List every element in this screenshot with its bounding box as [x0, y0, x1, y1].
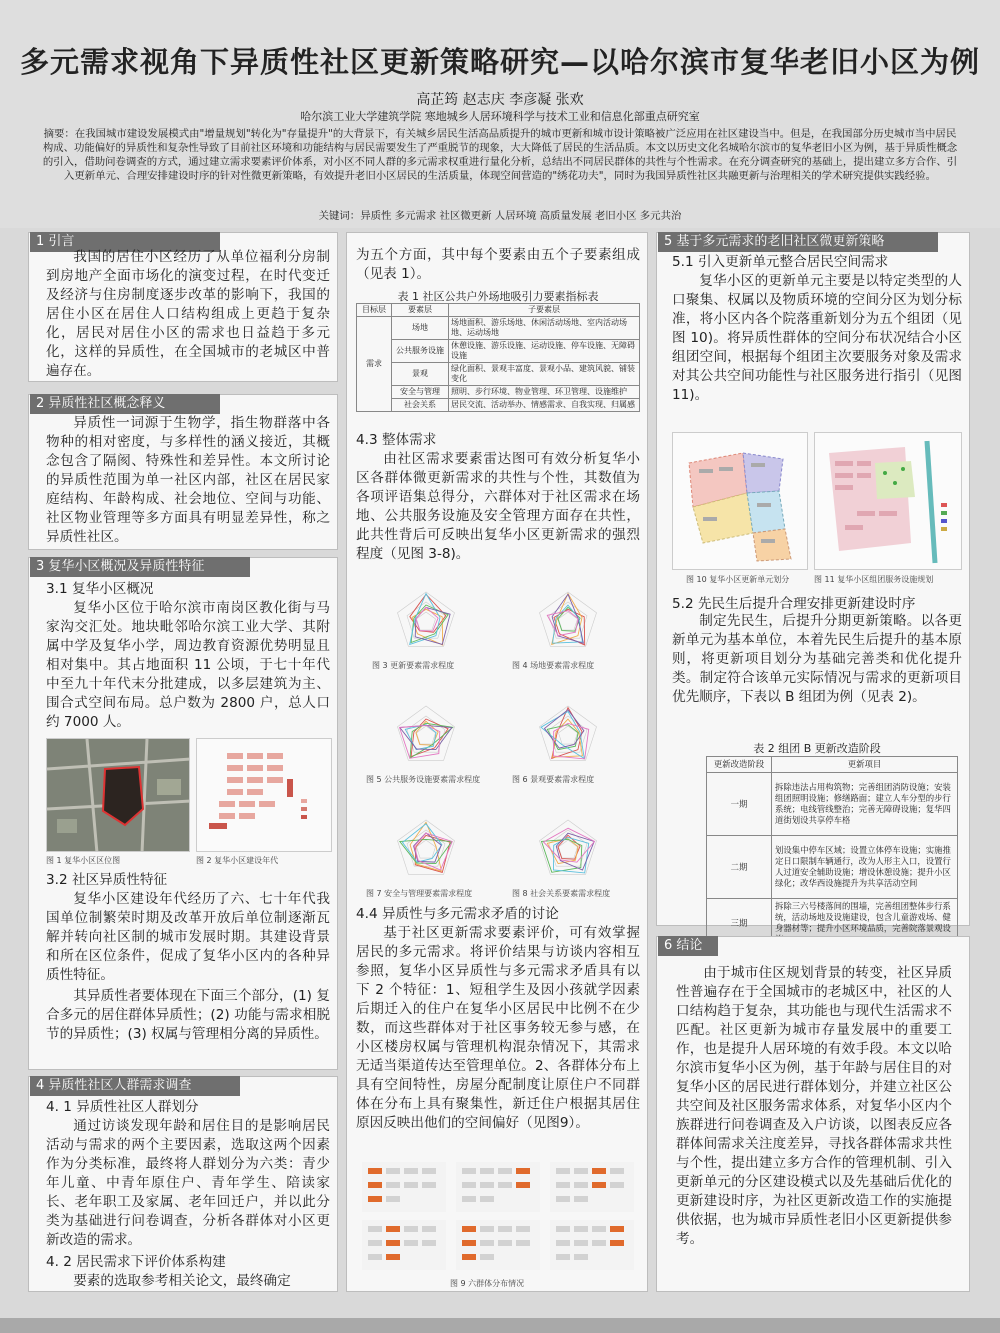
radar-series	[547, 725, 578, 750]
table2-cell: 划设集中停车区域；设置立体停车设施；实施推定日口限制车辆通行，改为人形主入口，设置行人过道安全辅助设施；增设休憩设施；提升小区绿化；改华西设施提升为共享活动空间	[772, 836, 958, 899]
distribution-building	[368, 1182, 382, 1188]
radar-charts	[356, 582, 640, 904]
authors: 高芷筠 赵志庆 李彦凝 张欢	[416, 92, 584, 108]
distribution-building	[516, 1240, 530, 1246]
table1-cell: 绿化面积、景观丰富度、景观小品、建筑风貌、铺装变化	[449, 363, 640, 386]
renewal-unit-map	[672, 432, 808, 570]
table1	[356, 303, 640, 412]
section-strategy-heading: 5 基于多元需求的老旧社区微更新策略	[658, 232, 938, 252]
fig10-caption: 图 10 复华小区更新单元划分	[686, 575, 790, 584]
table2-cell: 三期	[707, 899, 772, 948]
distribution-building	[368, 1240, 382, 1246]
section-intro-text: 我国的居住小区经历了从单位福利分房制到房地产全面市场化的演变过程，在时代变迁及经济与住房制度逐步改革的影响下，我国的居住小区在居住人口结构组成上更趋于复杂化，居民对居住小区的需求也日益趋于多元化，这样的异质性，在全国城市的老城区中普遍存在。	[46, 249, 330, 379]
distribution-building	[386, 1254, 400, 1260]
keywords: 关键词：异质性 多元需求 社区微更新 人居环境 高质量发展 老旧小区 多元共治	[318, 210, 682, 222]
distribution-building	[556, 1254, 570, 1260]
distribution-building	[556, 1240, 570, 1246]
distribution-building	[574, 1168, 588, 1174]
distribution-building	[556, 1226, 570, 1232]
service-facility-map	[814, 432, 962, 570]
fig4-caption: 图 4 场地要素需求程度	[512, 661, 595, 670]
distribution-building	[574, 1254, 588, 1260]
footer-bar	[0, 1318, 1000, 1333]
distribution-building	[516, 1168, 530, 1174]
construction-age-map	[196, 738, 332, 852]
table2-header: 更新项目	[772, 757, 958, 773]
sequence-text: 制定先民生，后提升分期更新策略。以各更新单元为基本单位，本着先民生后提升的基本原则，将更新项目划分为基础完善类和优化提升类。制定符合该单元实际情况与需求的更新项目优先顺序，下表以 B 组团为例（见表 2)。	[672, 613, 962, 705]
subsection-3-1: 3.1 复华小区概况	[46, 581, 154, 597]
conclusion-text: 由于城市住区规划背景的转变，社区异质性普遍存在于全国城市的老城区中，社区的人口结构趋于复杂，其功能也与现代生活需求不匹配。社区更新为城市存量发展中的重要工作，也是提升人居环境的有效手段。本文以哈尔滨市复华小区为例，基于年龄与居住目的对复华小区的居民进行群体划分，并建立社区公共空间及社区服务需求体系，对复华小区内个族群进行问卷调查及入户访谈，以图表反应各群体间需求关注度差异，寻找各群体需求共性与个性，提出建立多方合作的管理机制、引入更新单元的分区建设模式以及先基础后优化的更新建设时序，为社区更新改造工作的实施提供依据，也为城市异质性老旧小区更新提供参考。	[676, 965, 952, 1247]
poster-header	[0, 0, 1000, 228]
distribution-building	[592, 1168, 606, 1174]
section-concept-text: 异质性一词源于生物学，指生物群落中各物种的相对密度，与多样性的涵义接近，其概念包含了隔阂、特殊性和差异性。本文所讨论的异质性范围为单一社区内部，社区在居民家庭结构、年龄构成、社会地位、空间与功能、社区物业管理等多方面具有明显差异性，称之异质性社区。	[46, 415, 330, 545]
table1-cell: 居民交流、活动举办、情感需求、自我实现、归属感	[449, 399, 640, 412]
distribution-building	[386, 1168, 400, 1174]
distribution-building	[404, 1240, 418, 1246]
table1-cell: 休憩设施、游乐设施、运动设施、停车设施、无障碍设施	[449, 340, 640, 363]
distribution-building	[422, 1168, 436, 1174]
table1-cell: 照明、步行环境、物业管理、环卫管理、设施维护	[449, 386, 640, 399]
distribution-building	[386, 1226, 400, 1232]
section-overview-heading: 3 复华小区概况及异质性特征	[30, 557, 250, 577]
table1-header: 要素层	[392, 304, 449, 317]
section-survey-heading: 4 异质性社区人群需求调查	[30, 1076, 240, 1096]
distribution-building	[386, 1196, 400, 1202]
radar-series	[547, 611, 578, 636]
distribution-building	[368, 1226, 382, 1232]
distribution-building	[386, 1240, 400, 1246]
fig7-caption: 图 7 安全与管理要素需求程度	[366, 889, 473, 898]
heterogeneity-text: 复华小区建设年代经历了六、七十年代我国单位制繁荣时期及改革开放后单位制逐渐瓦解并转向社区制的城市发展时期。其建设背景和所在区位条件，促成了复华小区内的各种异质性特征。	[46, 891, 330, 983]
distribution-building	[610, 1168, 624, 1174]
renewal-unit-text: 复华小区的更新单元主要是以特定类型的人口聚集、权属以及物质环境的空间分区为划分标准，将小区内各个院落重新划分为五个组团（见图 10)。将异质性群体的空间分布状况结合小区组团空间，根据每个组团主次要服务对象及需求对其公共空间功能性与社区服务进行指引（见图 11)。	[672, 273, 962, 403]
affiliation: 哈尔滨工业大学建筑学院 寒地城乡人居环境科学与技术工业和信息化部重点研究室	[300, 110, 700, 123]
fig11-caption: 图 11 复华小区组团服务设施规划	[814, 575, 934, 584]
distribution-building	[480, 1196, 494, 1202]
section-conclusion-heading: 6 结论	[658, 936, 718, 956]
subsection-4-4: 4.4 异质性与多元需求矛盾的讨论	[356, 906, 559, 922]
group-division-text: 通过访谈发现年龄和居住目的是影响居民活动与需求的两个主要因素，选取这两个因素作为分类标准，最终将人群划分为六类：青少年儿童、中青年原住户、青年学生、陪读家长、老年职工及家属、老年回迁户，并以此分类为基础进行问卷调查，分析各群体对小区更新改造的需求。	[46, 1118, 330, 1248]
fig8-caption: 图 8 社会关系要素需求程度	[512, 889, 611, 898]
table1-cell: 安全与管理	[392, 386, 449, 399]
fig3-caption: 图 3 更新要素需求程度	[372, 661, 455, 670]
section-overview-text: 复华小区位于哈尔滨市南岗区教化街与马家沟交汇处。地块毗邻哈尔滨工业大学、其附属中学及复华小学，周边教育资源优势明显且相对集中。其占地面积 11 公顷，于七十年代中至九十年代末分批建成，以多层建筑为主、围合式空间布局。总户数为 2800 户，总人口约 7000 人。	[46, 600, 330, 730]
distribution-building	[592, 1240, 606, 1246]
radar-grid	[356, 582, 640, 904]
distribution-building	[480, 1240, 494, 1246]
distribution-building	[556, 1168, 570, 1174]
distribution-building	[498, 1226, 512, 1232]
subsection-5-1: 5.1 引入更新单元整合居民空间需求	[672, 254, 889, 270]
distribution-building	[610, 1226, 624, 1232]
distribution-building	[498, 1168, 512, 1174]
table2	[706, 756, 958, 948]
distribution-building	[462, 1226, 476, 1232]
table1-cell: 社会关系	[392, 399, 449, 412]
subsection-3-2: 3.2 社区异质性特征	[46, 872, 168, 888]
distribution-building	[368, 1196, 382, 1202]
section-concept-heading: 2 异质性社区概念释义	[30, 394, 220, 414]
fig5-caption: 图 5 公共服务设施要素需求程度	[366, 775, 481, 784]
distribution-building	[404, 1226, 418, 1232]
table2-header: 更新改造阶段	[707, 757, 772, 773]
group-distribution-figure	[356, 1158, 640, 1276]
evaluation-text-cont: 为五个方面，其中每个要素由五个子要素组成（见表 1）。	[356, 247, 640, 282]
radar-grid-ring	[559, 726, 578, 744]
contradiction-text: 基于社区更新需求要素评价，可有效掌握居民的多元需求。将评价结果与访谈内容相互参照，复华小区异质性与多元需求矛盾具有以下 2 个特征：1、短租学生及因小孩就学因素后期迁入的住户在复华小区居民中比例不在少数，而这些群体对于社区事务较无参与感，在小区楼房权属与管理机构混杂情况下，其需求无适当渠道传达至管理单位。2、各群体分布上具有空间特性，房屋分配制度让原住户不同群体在分布上具有聚集性，新迁住户根据其居住原因反映出他们的空间偏好（见图9）。	[356, 925, 640, 1131]
fig9-caption: 图 9 六群体分布情况	[450, 1279, 525, 1288]
distribution-building	[610, 1182, 624, 1188]
subsection-4-1: 4. 1 异质性社区人群划分	[46, 1099, 199, 1115]
fig2-caption: 图 2 复华小区建设年代	[196, 856, 279, 865]
table1-cell: 景观	[392, 363, 449, 386]
section-intro-heading: 1 引言	[30, 232, 220, 252]
distribution-building	[462, 1196, 476, 1202]
table2-cell: 拆除三六号楼落间的围墙，完善组团整体步行系统，活动场地及设施建设，包含儿童游戏场、健身器材等；提升小区环境品质，完善院落景观设	[772, 899, 958, 948]
distribution-building	[462, 1168, 476, 1174]
location-map	[46, 738, 190, 852]
distribution-building	[574, 1226, 588, 1232]
distribution-building	[404, 1182, 418, 1188]
subsection-4-2: 4. 2 居民需求下评价体系构建	[46, 1254, 226, 1270]
distribution-building	[498, 1182, 512, 1188]
overall-demand-text: 由社区需求要素雷达图可有效分析复华小区各群体微更新需求的共性与个性，其数值为各项评语集总得分，六群体对于社区需求在场地、公共服务设施及安全管理方面存在共性，此共性背后可反映出复华小区更新需求的强烈程度（见图 3-8)。	[356, 451, 640, 562]
distribution-building	[498, 1240, 512, 1246]
distribution-building	[480, 1182, 494, 1188]
subsection-5-2: 5.2 先民生后提升合理安排更新建设时序	[672, 596, 916, 612]
distribution-building	[556, 1182, 570, 1188]
fig6-caption: 图 6 景观要素需求程度	[512, 775, 595, 784]
distribution-building	[462, 1240, 476, 1246]
distribution-building	[480, 1226, 494, 1232]
distribution-building	[368, 1168, 382, 1174]
table1-caption: 表 1 社区公共户外场地吸引力要素指标表	[397, 290, 599, 303]
distribution-building	[386, 1182, 400, 1188]
table2-cell: 二期	[707, 836, 772, 899]
distribution-building	[556, 1196, 570, 1202]
abstract: 摘要：在我国城市建设发展模式由"增量规划"转化为"存量提升"的大背景下，有关城乡居民生活高品质提升的城市更新和城市设计策略被广泛应用在社区建设当中。但是，在我国部分历史城市当中居民构成、功能偏好的异质性和复杂性导致了目前社区环境和功能结构与居民需要发生了严重脱节的现象，大大降低了居民的生活品质。本文以历史文化名城哈尔滨市的复华老旧小区为例，基于异质性概念的引入，借助问卷调查的方式，通过建立需求要素评价体系，对小区不同人群的多元需求权重进行量化分析，总结出不同居民群体的共性与个性需求。在充分调查研究的基础上，提出建立多方合作、引入更新单元、合理安排建设时序的针对性微更新策略，有效提升老旧小区居民的生活质量，体现空间营造的"绣花功夫"，同时为我国异质性社区共融更新与治理相关的学术研究提供实践经验。	[42, 128, 958, 182]
distribution-building	[610, 1240, 624, 1246]
distribution-building	[592, 1226, 606, 1232]
distribution-building	[462, 1254, 476, 1260]
fig1-caption: 图 1 复华小区区位图	[46, 856, 121, 865]
heterogeneity-list: 其异质性者要体现在下面三个部分，(1) 复合多元的居住群体异质性；(2) 功能与需求相脱节的异质性；(3) 权属与管理相分离的异质性。	[46, 988, 330, 1042]
table2-cell: 一期	[707, 773, 772, 836]
poster-title: 多元需求视角下异质性社区更新策略研究—以哈尔滨市复华老旧小区为例	[19, 45, 980, 79]
radar-series	[405, 725, 436, 750]
distribution-building	[480, 1168, 494, 1174]
table1-header: 子要素层	[449, 304, 640, 317]
table1-header: 目标层	[357, 304, 392, 317]
distribution-building	[422, 1226, 436, 1232]
distribution-building	[422, 1240, 436, 1246]
evaluation-text: 要素的选取参考相关论文，最终确定	[73, 1273, 291, 1289]
distribution-building	[574, 1182, 588, 1188]
table2-cell: 拆除违法占用构筑物；完善组团消防设施；安装组团照明设施；修缮路面；建立人车分型的步行系统；电线管线整治；完善无障碍设施；复华四道街划设共享停车格	[772, 773, 958, 836]
distribution-building	[574, 1240, 588, 1246]
distribution-building	[422, 1182, 436, 1188]
distribution-building	[574, 1196, 588, 1202]
table1-cell: 公共服务设施	[392, 340, 449, 363]
table2-caption: 表 2 组团 B 更新改造阶段	[753, 742, 881, 755]
subsection-4-3: 4.3 整体需求	[356, 432, 437, 448]
distribution-building	[592, 1182, 606, 1188]
distribution-building	[404, 1168, 418, 1174]
table1-cell: 场地面积、游乐场地、休闲活动场地、室内活动场地、运动场地	[449, 317, 640, 340]
distribution-building	[480, 1254, 494, 1260]
distribution-building	[462, 1182, 476, 1188]
distribution-building	[516, 1226, 530, 1232]
table1-cell: 场地	[392, 317, 449, 340]
distribution-building	[368, 1254, 382, 1260]
distribution-building	[516, 1182, 530, 1188]
radar-series	[416, 607, 438, 631]
table1-goal: 需求	[357, 317, 392, 412]
